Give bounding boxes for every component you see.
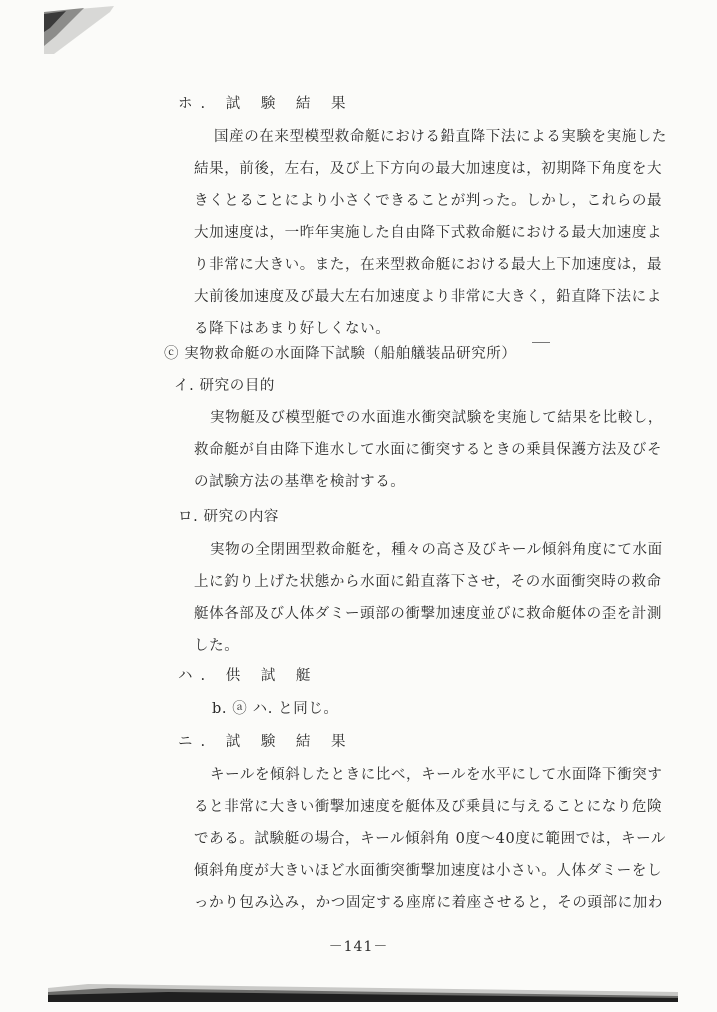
paragraph-line: 救命艇が自由降下進水して水面に衝突するときの乗員保護方法及びそ (194, 442, 663, 458)
heading-ho-results: ホ. 試 験 結 果 (178, 96, 354, 112)
paragraph-line: の試験方法の基準を検討する。 (194, 474, 406, 490)
paragraph-line: り非常に大きい。また，在来型救命艇における最大上下加速度は，最 (194, 257, 663, 273)
paragraph-line: ると非常に大きい衝撃加速度を艇体及び乗員に与えることになり危険 (194, 799, 663, 815)
paragraph-line: である。試験艇の場合，キール傾斜角 0度～40度に範囲では，キール (194, 831, 667, 847)
pencil-mark (532, 342, 550, 343)
paragraph-line: キールを傾斜したときに比べ，キールを水平にして水面降下衝突す (210, 767, 663, 783)
paragraph-line: b. ⓐ ハ. と同じ。 (212, 701, 339, 717)
paragraph-line: っかり包み込み，かつ固定する座席に着座させると，その頭部に加わ (194, 895, 663, 911)
paragraph-line: 実物の全閉囲型救命艇を，種々の高さ及びキール傾斜角度にて水面 (210, 542, 663, 558)
page-number: －141－ (328, 939, 389, 955)
paragraph-line: 大前後加速度及び最大左右加速度より非常に大きく，鉛直降下法によ (194, 289, 662, 305)
scan-shadow-bottom (48, 984, 678, 1006)
paragraph-line: 大加速度は，一昨年実施した自由降下式救命艇における最大加速度よ (194, 225, 663, 241)
paragraph-line: きくとることにより小さくできることが判った。しかし，これらの最 (194, 193, 663, 209)
heading-ni-results: ニ. 試 験 結 果 (178, 734, 354, 750)
paragraph-line: 傾斜角度が大きいほど水面衝突衝撃加速度は小さい。人体ダミーをし (194, 863, 663, 879)
heading-ha-test-boat: ハ. 供 試 艇 (178, 668, 319, 684)
scan-shadow-top-left (44, 6, 114, 54)
paragraph-line: 結果，前後，左右，及び上下方向の最大加速度は，初期降下角度を大 (194, 161, 663, 177)
heading-i-purpose: イ. 研究の目的 (174, 378, 276, 394)
paragraph-line: 上に釣り上げた状態から水面に鉛直落下させ，その水面衝突時の救命 (194, 574, 662, 590)
paragraph-line: る降下はあまり好しくない。 (194, 321, 391, 337)
paragraph-line: 実物艇及び模型艇での水面進水衝突試験を実施して結果を比較し， (210, 410, 663, 426)
paragraph-line: 艇体各部及び人体ダミー頭部の衝撃加速度並びに救命艇体の歪を計測 (194, 606, 663, 622)
heading-c-full-scale-test: ⓒ 実物救命艇の水面降下試験（船舶艤装品研究所） (164, 346, 517, 362)
paragraph-line: した。 (194, 638, 240, 654)
paragraph-line: 国産の在来型模型救命艇における鉛直降下法による実験を実施した (214, 129, 667, 145)
heading-ro-content: ロ. 研究の内容 (178, 509, 280, 525)
